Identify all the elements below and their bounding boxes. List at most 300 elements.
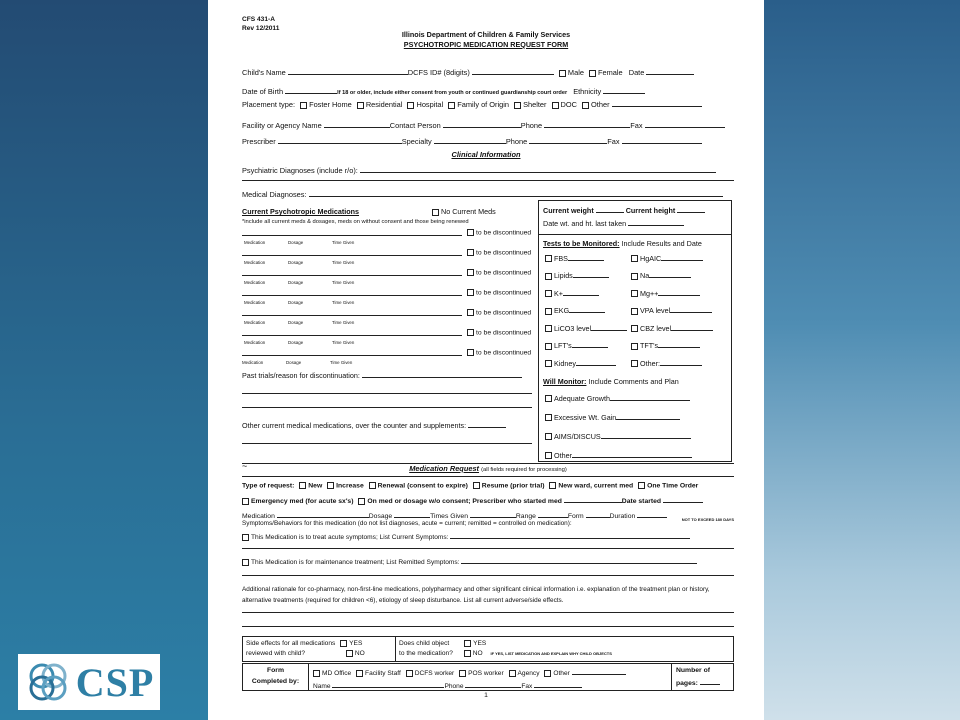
facility-label: Facility or Agency Name — [242, 121, 322, 130]
monitoring-box — [538, 200, 732, 462]
rationale-line-2 — [242, 626, 734, 627]
new-ward-checkbox[interactable] — [549, 482, 556, 489]
family-origin-label: Family of Origin — [457, 100, 509, 109]
past-trials-line-2[interactable] — [242, 394, 532, 408]
logo-text: CSP — [75, 659, 155, 705]
ethnicity-field[interactable] — [603, 86, 645, 94]
monitor-checkbox[interactable] — [545, 414, 552, 421]
sub-dosage-label: Dosage — [288, 339, 304, 345]
prescriber-phone-label: Phone — [505, 137, 528, 146]
monitor-field[interactable] — [601, 431, 691, 439]
prescriber-label: Prescriber — [242, 137, 276, 146]
request-divider-2 — [242, 476, 734, 477]
sub-medication-label: Medication — [242, 359, 264, 365]
pages-field[interactable] — [700, 677, 720, 685]
tests-note: Include Results and Date — [621, 238, 702, 248]
no-current-meds-checkbox[interactable] — [432, 209, 439, 216]
on-med-label: On med or dosage w/o consent; Prescriber who started med — [367, 498, 562, 505]
test-field[interactable] — [573, 270, 609, 278]
test-field[interactable] — [576, 358, 616, 366]
test-checkbox[interactable] — [545, 290, 552, 297]
clinical-info-heading: Clinical Information — [451, 150, 521, 159]
other-placement-checkbox[interactable] — [582, 102, 589, 109]
test-checkbox[interactable] — [631, 325, 638, 332]
test-label: LiCO3 level — [554, 323, 592, 333]
new-checkbox[interactable] — [299, 482, 306, 489]
sub-medication-label: Medication — [244, 259, 266, 265]
prescriber-fax-label: Fax — [607, 137, 620, 146]
resume-label: Resume (prior trial) — [481, 482, 545, 490]
med-subheader — [244, 260, 376, 265]
other-placement-field[interactable] — [612, 99, 702, 107]
form-header — [208, 30, 764, 49]
test-field[interactable] — [568, 253, 604, 261]
discontinue-label: to be discontinued — [476, 309, 532, 317]
will-monitor-title: Will Monitor: — [543, 377, 587, 387]
request-divider — [242, 463, 734, 464]
med-subheader — [244, 300, 376, 305]
phone-field[interactable] — [544, 120, 630, 128]
med-line — [242, 326, 538, 346]
past-trials-line-1[interactable] — [242, 380, 532, 394]
sub-time-label: Time Given — [332, 319, 355, 325]
object-label-1: Does child object — [399, 640, 450, 647]
psych-dx-label: Psychiatric Diagnoses (include r/o): — [242, 166, 358, 175]
shelter-checkbox[interactable] — [514, 102, 521, 109]
discontinue-label: to be discontinued — [476, 289, 532, 297]
med-line-field[interactable] — [242, 355, 462, 356]
test-checkbox[interactable] — [545, 273, 552, 280]
discontinue-checkbox[interactable] — [467, 309, 474, 316]
dob-field[interactable] — [285, 86, 337, 94]
test-field[interactable] — [661, 253, 703, 261]
completed-fax-label: Fax — [521, 682, 533, 690]
times-given-label: Times Given — [430, 513, 468, 520]
acute-line — [242, 548, 734, 549]
facility-field[interactable] — [324, 120, 390, 128]
dob-note: If 18 or older, include either consent from youth or continued guardianship court order — [337, 90, 568, 96]
times-given-field[interactable] — [470, 510, 516, 518]
sub-medication-label: Medication — [244, 279, 266, 285]
monitor-checkbox[interactable] — [545, 433, 552, 440]
female-label: Female — [598, 68, 623, 77]
side-effects-label-1: Side effects for all medications — [246, 640, 336, 647]
family-origin-checkbox[interactable] — [448, 102, 455, 109]
specialty-field[interactable] — [434, 136, 506, 144]
maintenance-checkbox[interactable] — [242, 559, 249, 566]
left-background-panel — [0, 0, 208, 720]
date-field[interactable] — [646, 67, 694, 75]
hospital-checkbox[interactable] — [407, 102, 414, 109]
completed-phone-field[interactable] — [465, 680, 521, 688]
discontinue-checkbox[interactable] — [467, 349, 474, 356]
object-yes-label: YES — [473, 640, 487, 647]
psych-dx-line — [242, 180, 734, 181]
acute-checkbox[interactable] — [242, 534, 249, 541]
side-effects-label-2: reviewed with child? — [246, 650, 306, 658]
discontinue-option — [464, 249, 531, 257]
other-meds-field[interactable] — [468, 420, 506, 428]
object-label-2: to the medication? — [399, 650, 453, 658]
foster-home-label: Foster Home — [309, 100, 352, 109]
test-checkbox[interactable] — [545, 325, 552, 332]
symptoms-label: Symptoms/Behaviors for this medication (do not list diagnoses, acute = current; remitted = controlled on medication): — [242, 520, 572, 527]
number-of-label: Number of — [676, 667, 710, 674]
med-line — [242, 246, 538, 266]
emergency-checkbox[interactable] — [242, 498, 249, 505]
discontinue-checkbox[interactable] — [467, 269, 474, 276]
med-line-field[interactable] — [242, 235, 462, 236]
medical-dx-field[interactable] — [309, 189, 723, 197]
discontinue-label: to be discontinued — [476, 329, 532, 337]
date-started-label: Date started — [621, 498, 662, 505]
maintenance-row — [242, 556, 734, 567]
form-field[interactable] — [586, 510, 610, 518]
contact-field[interactable] — [443, 120, 521, 128]
test-field[interactable] — [563, 288, 599, 296]
psych-dx-row — [242, 165, 734, 176]
form-document — [208, 0, 764, 720]
monitor-label: Adequate Growth — [554, 393, 610, 403]
md-office-checkbox[interactable] — [313, 670, 320, 677]
test-field[interactable] — [671, 323, 713, 331]
test-row — [539, 288, 731, 306]
childs-name-label: Child's Name — [242, 68, 286, 77]
psych-dx-field[interactable] — [360, 165, 716, 173]
residential-checkbox[interactable] — [357, 102, 364, 109]
request-heading-note: (all fields required for processing) — [481, 467, 567, 473]
current-meds-title: Current Psychotropic Medications — [242, 207, 360, 216]
test-checkbox[interactable] — [545, 360, 552, 367]
current-height-label: Current height — [625, 206, 676, 215]
dob-row — [242, 86, 734, 97]
doc-checkbox[interactable] — [552, 102, 559, 109]
current-weight-field[interactable] — [596, 205, 624, 213]
monitor-label: Other — [554, 450, 572, 460]
date-label: Date — [628, 68, 645, 77]
prescriber-row — [242, 136, 734, 147]
test-field[interactable] — [658, 288, 700, 296]
prescriber-phone-field[interactable] — [529, 136, 607, 144]
emergency-row — [242, 495, 734, 506]
test-checkbox[interactable] — [545, 343, 552, 350]
other-completed-field[interactable] — [572, 667, 626, 675]
request-heading: Medication Request — [409, 464, 480, 473]
phone-label: Phone — [520, 121, 543, 130]
med-subheader — [244, 280, 376, 285]
test-label: LFT's — [554, 341, 572, 351]
date-taken-label: Date wt. and ht. last taken — [543, 219, 627, 229]
test-checkbox[interactable] — [545, 308, 552, 315]
childs-name-field[interactable] — [288, 67, 408, 75]
med-line-field[interactable] — [242, 295, 462, 296]
sub-medication-label: Medication — [244, 319, 266, 325]
test-checkbox[interactable] — [631, 290, 638, 297]
side-effects-yes-label: YES — [349, 640, 363, 647]
sub-dosage-label: Dosage — [288, 319, 304, 325]
med-line — [242, 306, 538, 326]
agency-label: Agency — [517, 670, 540, 677]
dcfs-id-label: DCFS ID# (8digits) — [407, 68, 470, 77]
range-label: Range — [515, 513, 536, 520]
med-subheader — [244, 240, 376, 245]
facility-staff-checkbox[interactable] — [356, 670, 363, 677]
renewal-checkbox[interactable] — [369, 482, 376, 489]
medical-dx-label: Medical Diagnoses: — [242, 190, 307, 199]
test-field[interactable] — [649, 270, 691, 278]
other-completed-label: Other — [553, 670, 570, 677]
current-meds-block — [242, 208, 538, 444]
specialty-label: Specialty — [401, 137, 432, 146]
test-field[interactable] — [658, 340, 700, 348]
prescriber-fax-field[interactable] — [622, 136, 702, 144]
dcfs-id-field[interactable] — [472, 67, 554, 75]
completed-name-label: Name — [313, 682, 331, 690]
med-line — [242, 266, 538, 286]
prescriber-field[interactable] — [278, 136, 402, 144]
test-label: EKG — [554, 306, 570, 316]
test-row — [539, 358, 731, 376]
pos-worker-checkbox[interactable] — [459, 670, 466, 677]
past-trials-label: Past trials/reason for discontinuation: — [242, 370, 360, 380]
test-row — [539, 305, 731, 323]
discontinue-option — [464, 289, 531, 297]
csp-logo — [18, 654, 160, 710]
med-lines-list — [242, 226, 538, 368]
sub-dosage-label: Dosage — [288, 259, 304, 265]
maintenance-field[interactable] — [461, 556, 697, 564]
form-label: Form — [567, 513, 584, 520]
monitor-field[interactable] — [616, 412, 680, 420]
discontinue-option — [464, 349, 531, 357]
sub-time-label: Time Given — [332, 299, 355, 305]
date-started-field[interactable] — [663, 495, 703, 503]
test-label: Mg++ — [640, 288, 659, 298]
completed-name-field[interactable] — [332, 680, 444, 688]
increase-checkbox[interactable] — [327, 482, 334, 489]
med-line-field[interactable] — [242, 335, 462, 336]
tests-title: Tests to be Monitored: — [543, 238, 620, 248]
male-label: Male — [567, 68, 584, 77]
completed-phone-label: Phone — [444, 682, 464, 690]
facility-staff-label: Facility Staff — [365, 670, 401, 677]
rationale-text: Additional rationale for co-pharmacy, non-first-line medications, polypharmacy and other significant clinical information i.e. explanation of the treatment plan or history, alternative treatments (required for children <6), etiology of sleep disturbance. List all current adverse/side effects. — [242, 586, 710, 605]
new-ward-label: New ward, current med — [558, 482, 634, 490]
maintenance-line — [242, 575, 734, 576]
shelter-label: Shelter — [523, 100, 547, 109]
discontinue-option — [464, 309, 531, 317]
dosage-field[interactable] — [394, 510, 430, 518]
placement-type-label: Placement type: — [242, 100, 295, 109]
discontinue-label: to be discontinued — [476, 349, 532, 357]
male-checkbox[interactable] — [559, 70, 566, 77]
monitor-label: Excessive Wt. Gain — [554, 412, 617, 422]
symptoms-row — [242, 517, 734, 527]
new-label: New — [308, 482, 323, 490]
past-trials-field[interactable] — [362, 370, 522, 378]
pages-label: pages: — [676, 679, 698, 687]
renewal-label: Renewal (consent to expire) — [377, 482, 468, 490]
side-effects-no-checkbox[interactable] — [346, 650, 353, 657]
monitor-row — [539, 393, 731, 412]
monitor-field[interactable] — [572, 450, 692, 458]
placement-row — [242, 99, 734, 110]
test-field[interactable] — [572, 340, 608, 348]
other-completed-checkbox[interactable] — [544, 670, 551, 677]
completed-by-label: Completed by: — [251, 677, 300, 685]
will-monitor-note: Include Comments and Plan — [588, 377, 679, 387]
facility-row — [242, 120, 734, 131]
rings-icon — [24, 660, 74, 704]
on-med-checkbox[interactable] — [358, 498, 365, 505]
test-checkbox[interactable] — [631, 273, 638, 280]
monitor-field[interactable] — [610, 393, 690, 401]
sub-dosage-label: Dosage — [288, 279, 304, 285]
test-label: VPA level — [640, 306, 671, 316]
test-label: Lipids — [554, 271, 573, 281]
resume-checkbox[interactable] — [473, 482, 480, 489]
sub-medication-label: Medication — [244, 299, 266, 305]
type-request-label: Type of request: — [242, 482, 295, 490]
test-field[interactable] — [670, 305, 712, 313]
test-checkbox[interactable] — [631, 255, 638, 262]
discontinue-checkbox[interactable] — [467, 329, 474, 336]
one-time-checkbox[interactable] — [638, 482, 645, 489]
test-field[interactable] — [569, 305, 605, 313]
sub-medication-label: Medication — [244, 239, 266, 245]
acute-field[interactable] — [450, 531, 690, 539]
medication-field[interactable] — [277, 510, 369, 518]
residential-label: Residential — [365, 100, 403, 109]
object-no-label: NO — [472, 650, 483, 658]
rationale-line-1 — [242, 612, 734, 613]
current-height-field[interactable] — [677, 205, 705, 213]
discontinue-checkbox[interactable] — [467, 289, 474, 296]
sub-medication-label: Medication — [244, 339, 266, 345]
monitor-row — [539, 412, 731, 431]
hospital-label: Hospital — [416, 100, 444, 109]
foster-home-checkbox[interactable] — [300, 102, 307, 109]
test-label: K+ — [554, 288, 563, 298]
test-label: Other: — [640, 358, 660, 368]
sub-time-label: Time Given — [330, 359, 353, 365]
test-checkbox[interactable] — [631, 308, 638, 315]
discontinue-checkbox[interactable] — [467, 249, 474, 256]
test-rows-list — [539, 253, 731, 376]
object-note: IF YES, LIST MEDICATION AND EXPLAIN WHY CHILD OBJECTS — [490, 651, 612, 657]
med-line-field[interactable] — [242, 255, 462, 256]
dosage-label: Dosage — [368, 513, 393, 520]
med-subheader — [242, 360, 538, 368]
pos-worker-label: POS worker — [468, 670, 504, 677]
other-placement-label: Other — [591, 100, 610, 109]
fax-field[interactable] — [645, 120, 725, 128]
test-field[interactable] — [660, 358, 702, 366]
dob-label: Date of Birth — [242, 87, 284, 96]
test-field[interactable] — [591, 323, 627, 331]
acute-label: This Medication is to treat acute symptoms; List Current Symptoms: — [251, 534, 449, 541]
test-checkbox[interactable] — [631, 343, 638, 350]
form-rev: Rev 12/2011 — [242, 24, 280, 32]
discontinue-label: to be discontinued — [476, 269, 532, 277]
object-no-checkbox[interactable] — [464, 650, 471, 657]
include-note: *include all current meds & dosages, meds on without consent and those being renewed — [242, 219, 469, 226]
current-weight-label: Current weight — [543, 206, 594, 215]
md-office-label: MD Office — [322, 670, 352, 677]
page-number: 1 — [484, 692, 488, 699]
test-label: CBZ level — [640, 323, 672, 333]
form-code: CFS 431-A — [242, 16, 275, 23]
medication-label: Medication — [242, 513, 275, 520]
sub-time-label: Time Given — [332, 279, 355, 285]
acute-row — [242, 531, 734, 542]
side-effects-table — [242, 636, 734, 662]
emergency-label: Emergency med (for acute sx's) — [251, 498, 354, 505]
monitor-rows-list — [539, 393, 731, 469]
test-checkbox[interactable] — [631, 360, 638, 367]
one-time-label: One Time Order — [647, 482, 699, 490]
sub-time-label: Time Given — [332, 339, 355, 345]
sub-time-label: Time Given — [332, 239, 355, 245]
test-label: Kidney — [554, 358, 576, 368]
object-yes-checkbox[interactable] — [464, 640, 471, 647]
test-label: FBS — [554, 253, 568, 263]
med-subheader — [244, 320, 376, 325]
increase-label: Increase — [336, 482, 364, 490]
med-line-field[interactable] — [242, 275, 462, 276]
discontinue-checkbox[interactable] — [467, 229, 474, 236]
test-row — [539, 323, 731, 341]
dcfs-worker-label: DCFS worker — [414, 670, 455, 677]
side-effects-yes-checkbox[interactable] — [340, 640, 347, 647]
monitor-checkbox[interactable] — [545, 395, 552, 402]
med-line — [242, 286, 538, 306]
duration-label: Duration — [609, 513, 636, 520]
form-title: PSYCHOTROPIC MEDICATION REQUEST FORM — [403, 39, 569, 49]
doc-label: DOC — [560, 100, 577, 109]
date-taken-field[interactable] — [628, 218, 684, 226]
contact-label: Contact Person — [389, 121, 441, 130]
child-name-row — [242, 67, 734, 78]
test-row — [539, 340, 731, 358]
duration-field[interactable] — [637, 510, 667, 518]
side-effects-no-label: NO — [354, 650, 365, 658]
med-line-field[interactable] — [242, 315, 462, 316]
completed-fax-field[interactable] — [534, 680, 582, 688]
test-label: TFT's — [640, 341, 659, 351]
female-checkbox[interactable] — [589, 70, 596, 77]
medical-dx-row — [242, 189, 734, 200]
agency-name: Illinois Department of Children & Family Services — [401, 30, 571, 39]
dcfs-worker-checkbox[interactable] — [406, 670, 413, 677]
other-meds-line[interactable] — [242, 431, 532, 444]
other-meds-label: Other current medical medications, over the counter and supplements: — [242, 421, 467, 431]
test-row — [539, 270, 731, 288]
prescriber-started-field[interactable] — [564, 495, 622, 503]
no-current-meds-label: No Current Meds — [441, 207, 496, 216]
monitor-checkbox[interactable] — [545, 452, 552, 459]
sub-time-label: Time Given — [332, 259, 355, 265]
fax-label: Fax — [630, 121, 643, 130]
discontinue-label: to be discontinued — [476, 229, 532, 237]
not-exceed-note: NOT TO EXCEED 180 DAYS — [681, 517, 734, 522]
test-checkbox[interactable] — [545, 255, 552, 262]
sub-dosage-label: Dosage — [288, 239, 304, 245]
range-field[interactable] — [538, 510, 568, 518]
ethnicity-label: Ethnicity — [573, 87, 602, 96]
agency-checkbox[interactable] — [509, 670, 516, 677]
test-row — [539, 253, 731, 271]
